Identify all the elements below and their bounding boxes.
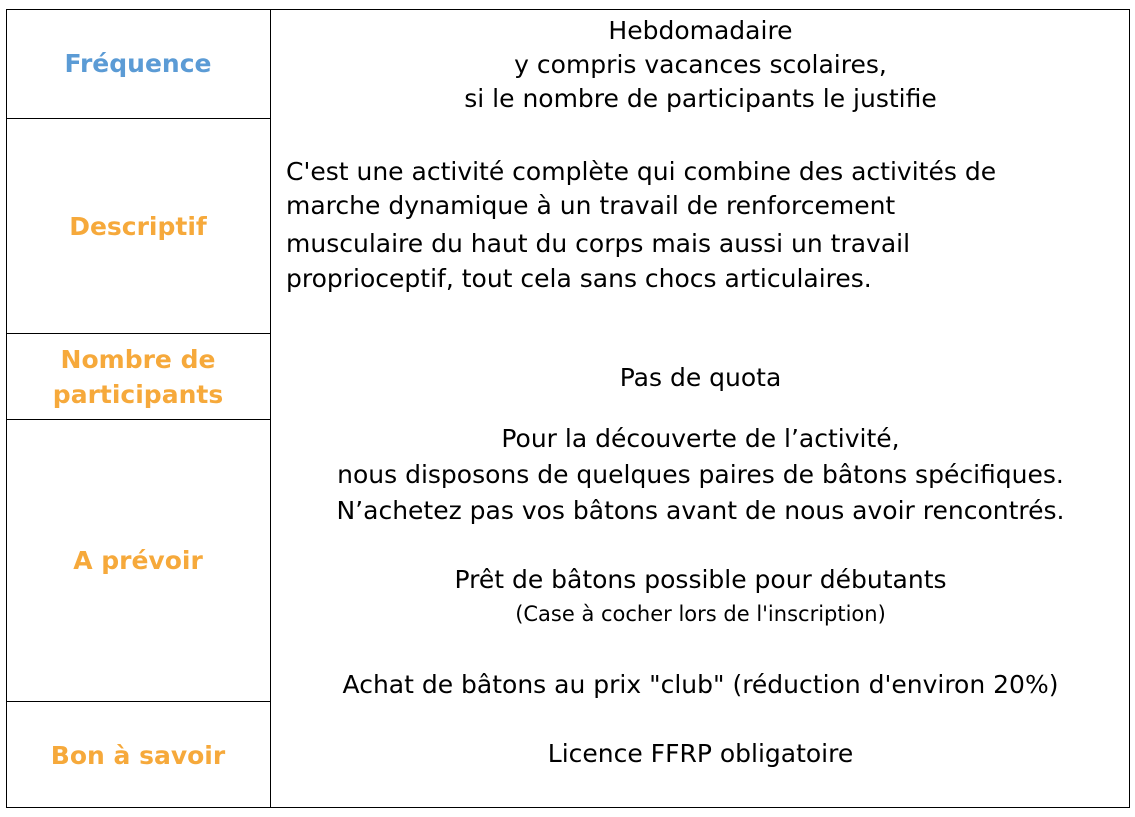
nombre-value: Pas de quota <box>619 363 782 392</box>
frequence-line-2: y compris vacances scolaires, <box>514 50 887 79</box>
frequence-line-3: si le nombre de participants le justifie <box>464 84 937 113</box>
label-frequence: Fréquence <box>64 49 212 78</box>
prevoir-pret-note: (Case à cocher lors de l'inscription) <box>515 602 886 626</box>
descriptif-line-1: C'est une activité complète qui combine des activités de <box>286 157 997 186</box>
label-nombre-participants <box>6 334 270 419</box>
label-nombre-line-1: Nombre de <box>60 344 216 374</box>
descriptif-line-3: musculaire du haut du corps mais aussi un travail <box>286 229 911 258</box>
label-descriptif: Descriptif <box>69 211 207 241</box>
label-a-prevoir: A prévoir <box>73 546 203 575</box>
label-nombre-line-2: participants <box>52 379 224 409</box>
prevoir-line-2: nous disposons de quelques paires de bâtons spécifiques. <box>337 460 1064 489</box>
prevoir-line-3: N’achetez pas vos bâtons avant de nous avoir rencontrés. <box>336 496 1065 525</box>
prevoir-achat: Achat de bâtons au prix "club" (réduction d'environ 20%) <box>342 670 1059 699</box>
savoir-value: Licence FFRP obligatoire <box>547 739 854 768</box>
prevoir-line-1: Pour la découverte de l’activité, <box>501 424 900 453</box>
frequence-line-1: Hebdomadaire <box>608 16 793 45</box>
label-bon-a-savoir: Bon à savoir <box>50 740 226 770</box>
descriptif-line-2: marche dynamique à un travail de renforcement <box>286 191 896 220</box>
descriptif-line-4: proprioceptif, tout cela sans chocs articulaires. <box>286 264 872 293</box>
prevoir-pret: Prêt de bâtons possible pour débutants <box>454 565 947 594</box>
